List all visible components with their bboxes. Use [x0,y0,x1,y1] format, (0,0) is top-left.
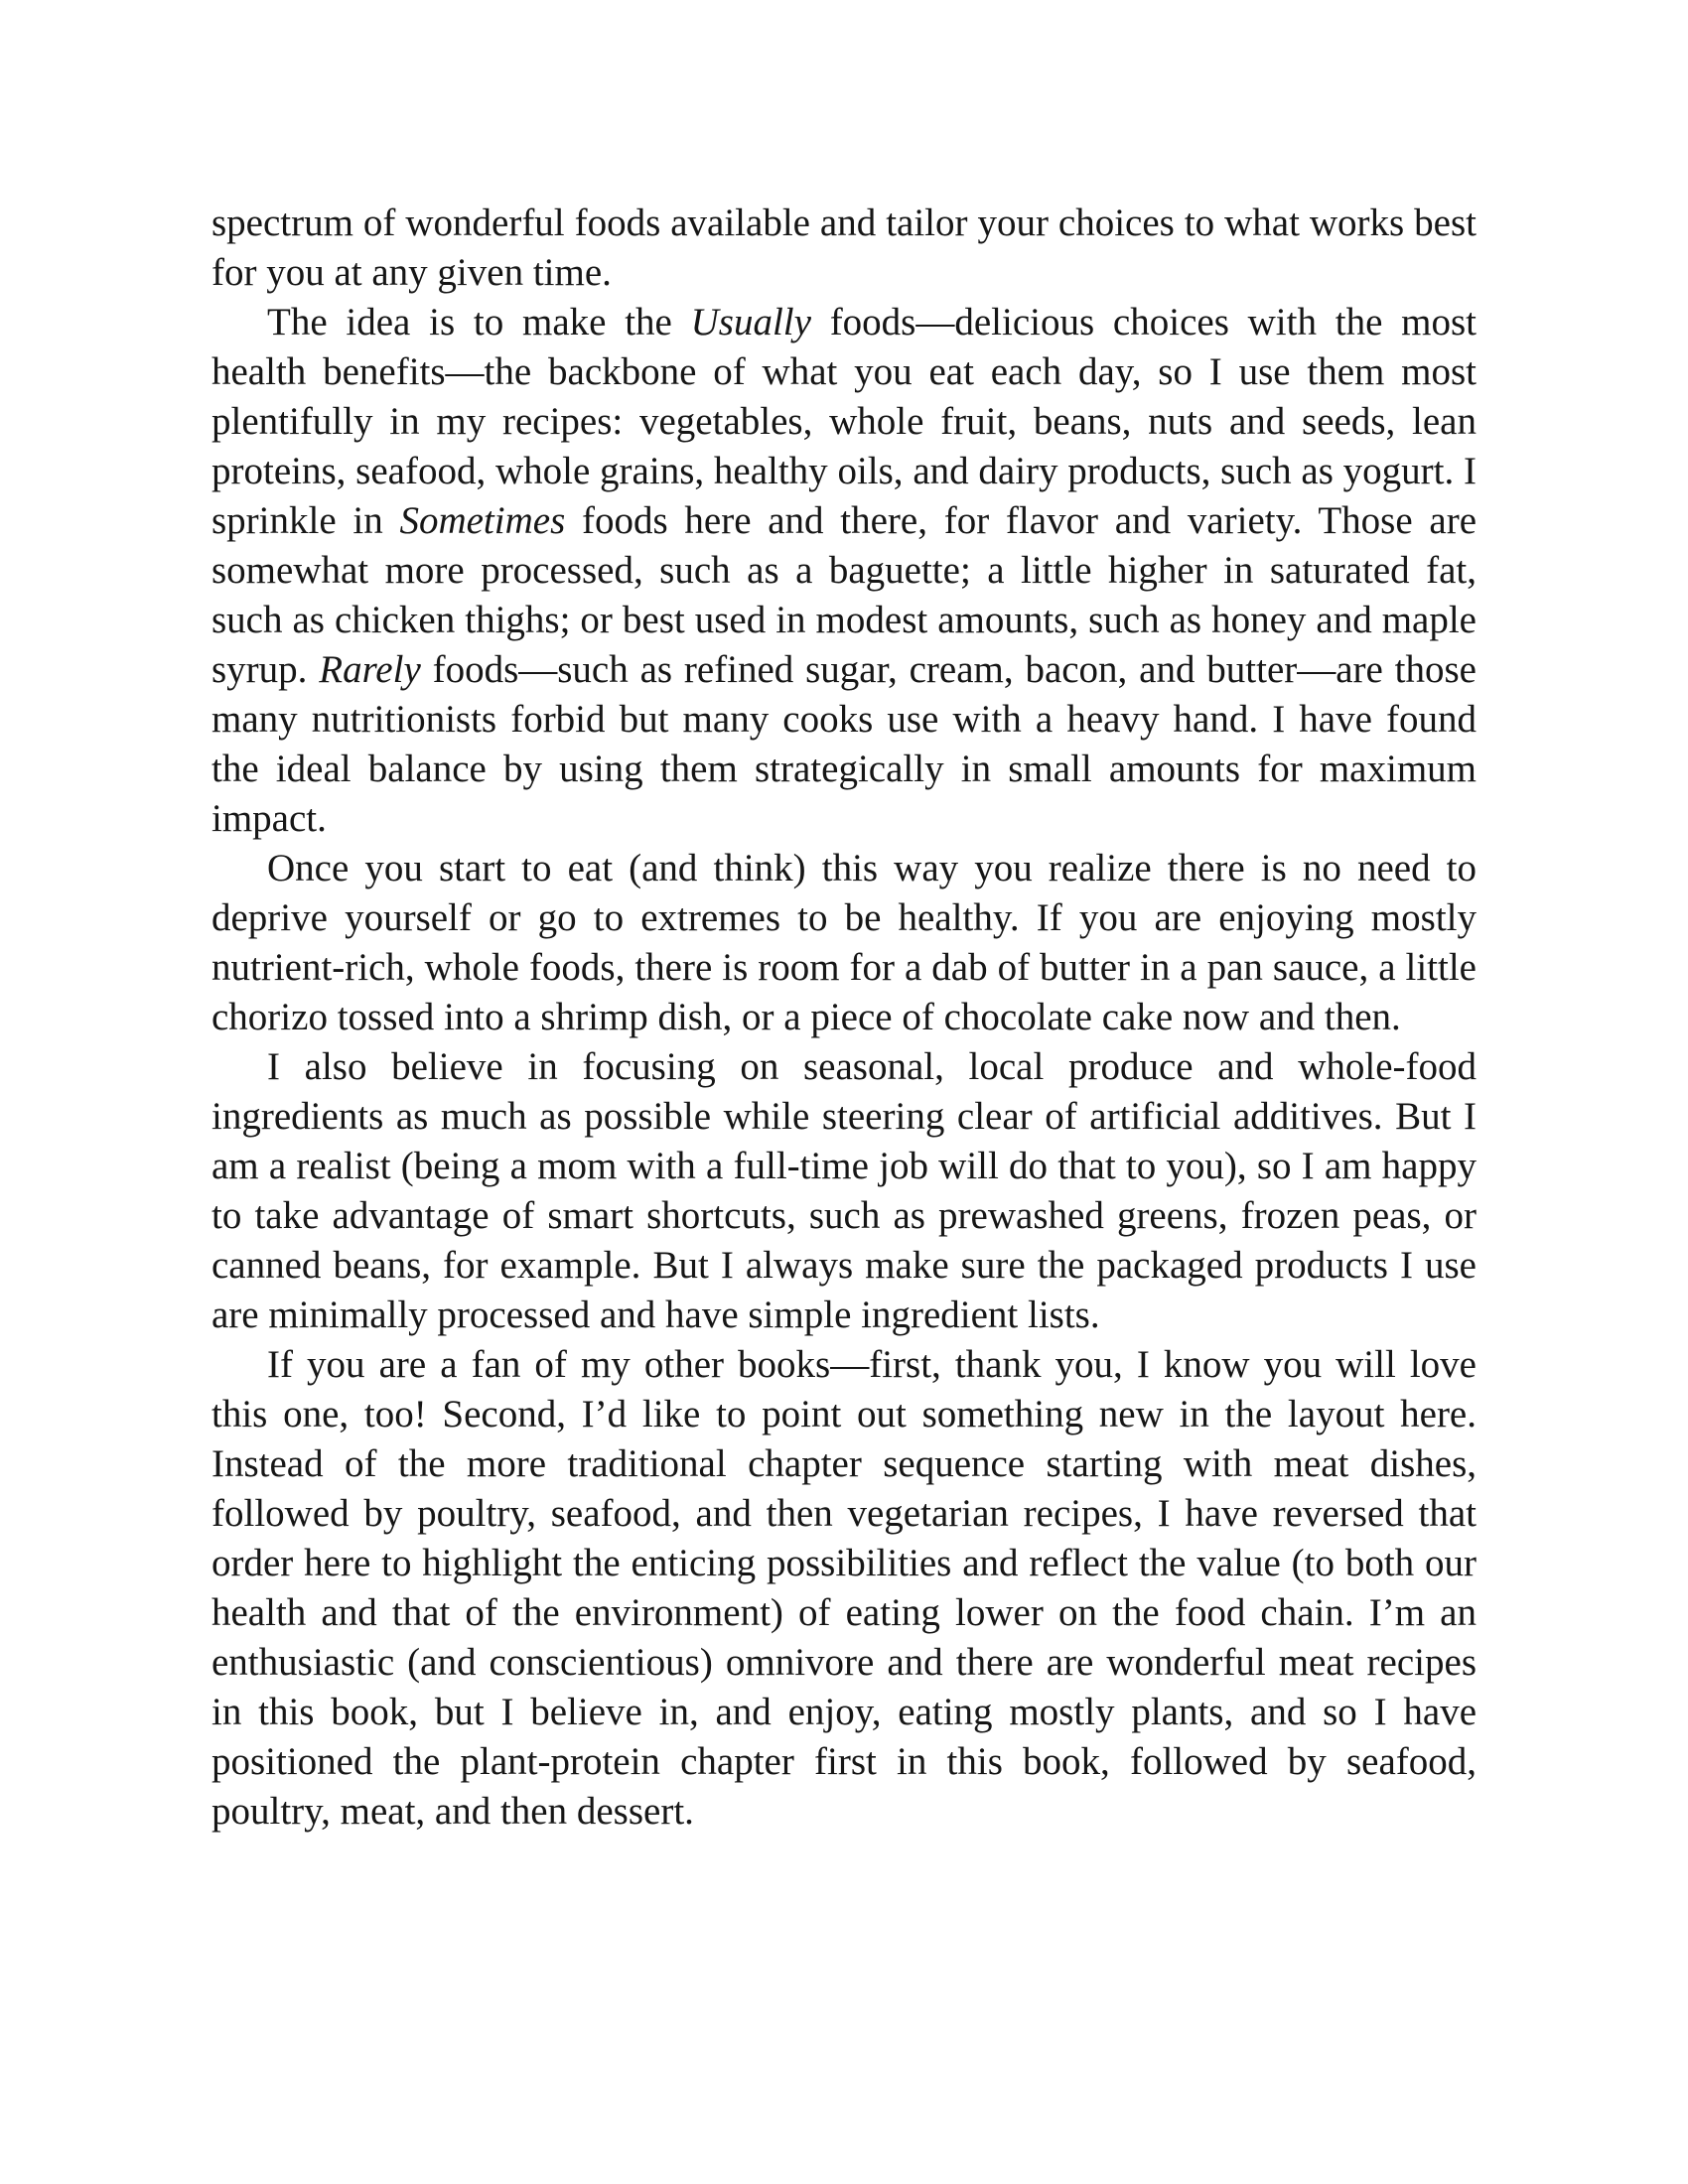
paragraph [211,1340,1477,1837]
italic-term: Sometimes [399,499,566,542]
text-segment: foods—such as refined sugar, cream, bacon, and butter—are those many nutritionists forbid but many cooks use with a heavy hand. I have found the ideal balance by using them strategically in small amounts for maximum impact. [211,648,1477,840]
document-page [211,199,1477,1837]
paragraph [211,844,1477,1042]
text-segment: foods here and there, for flavor and variety. Those are somewhat more processed, such as a baguette; a little higher in saturated fat, such as chicken thighs; or best used in modest amounts, such as honey and maple syrup. [211,499,1477,691]
text-segment: I also believe in focusing on seasonal, local produce and whole-food ingredients as much as possible while steering clear of artificial additives. But I am a realist (being a mom with a full-time job will do that to you), so I am happy to take advantage of smart shortcuts, such as prewashed greens, frozen peas, or canned beans, for example. But I always make sure the packaged products I use are minimally processed and have simple ingredient lists. [211,1045,1477,1336]
paragraph [211,1042,1477,1340]
italic-term: Rarely [319,648,421,691]
text-segment: spectrum of wonderful foods available and tailor your choices to what works best for you at any given time. [211,202,1477,294]
text-segment: Once you start to eat (and think) this way you realize there is no need to deprive yourself or go to extremes to be healthy. If you are enjoying mostly nutrient-rich, whole foods, there is room for a dab of butter in a pan sauce, a little chorizo tossed into a shrimp dish, or a piece of chocolate cake now and then. [211,847,1477,1038]
text-segment: The idea is to make the [267,301,691,343]
paragraph [211,199,1477,298]
text-segment: foods—delicious choices with the most health benefits—the backbone of what you eat each day, so I use them most plentifully in my recipes: vegetables, whole fruit, beans, nuts and seeds, lean proteins, seafood, whole grains, healthy oils, and dairy products, such as yogurt. I sprinkle in [211,301,1477,542]
italic-term: Usually [690,301,811,343]
paragraph [211,298,1477,844]
text-segment: If you are a fan of my other books—first, thank you, I know you will love this one, too! Second, I’d like to point out something new in the layout here. Instead of the more traditional chapter sequence starting with meat dishes, followed by poultry, seafood, and then vegetarian recipes, I have reversed that order here to highlight the enticing possibilities and reflect the value (to both our health and that of the environment) of eating lower on the food chain. I’m an enthusiastic (and conscientious) omnivore and there are wonderful meat recipes in this book, but I believe in, and enjoy, eating mostly plants, and so I have positioned the plant-protein chapter first in this book, followed by seafood, poultry, meat, and then dessert. [211,1343,1477,1833]
